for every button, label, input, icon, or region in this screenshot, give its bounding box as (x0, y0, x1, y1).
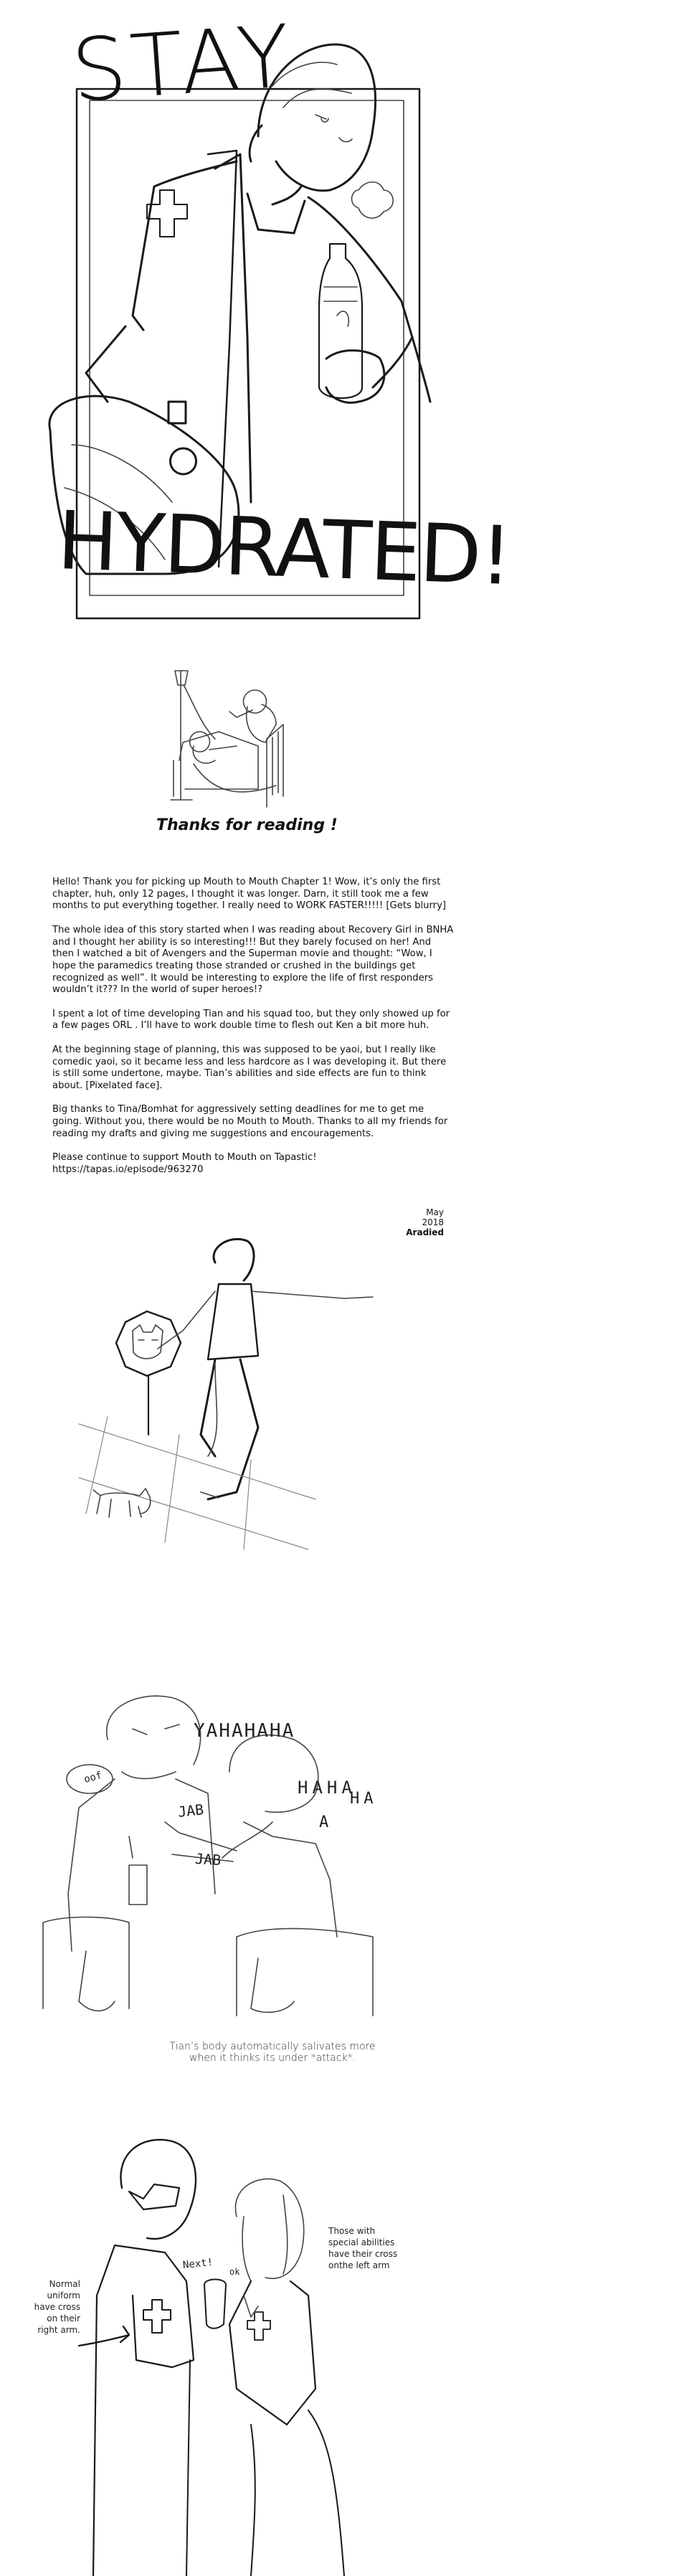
thanks-heading: Thanks for reading ! (156, 816, 338, 834)
jab-caption-line-2: when it thinks its under *attack*. (189, 2052, 356, 2064)
speech-next: Next! (182, 2256, 214, 2272)
poster-title-stay: STAY (68, 6, 298, 122)
note-line: Those with (328, 2226, 376, 2236)
sfx-jab-1: JAB (176, 1801, 205, 1821)
afterword-paragraph: I spent a lot of time developing Tian and his squad too, but they only showed up for a few pages ORL . I’ll have to work double time to flesh out Ken a bit more huh. (52, 1008, 450, 1032)
afterword-paragraph: Hello! Thank you for picking up Mouth to Mouth Chapter 1! Wow, it’s only the first chapter, huh, only 12 pages, I thought it was longer. Darn, it still took me a few months to put everything together. I really need to WORK FASTER!!!!! [Gets blurry] (52, 877, 447, 912)
afterword-paragraph: The whole idea of this story started when I was reading about Recovery Girl in BNHA and I thought her ability is so interesting!!! But they barely focused on her! And then I watched a bit of Avengers and the Superman movie and thought: “Wow, I hope the paramedics treating those stranded or crushed in the buildings get recognized as well”. It would be interesting to explore the life of first responders wouldn’t it??? In the world of super heroes!? (52, 924, 454, 996)
support-line: Please continue to support Mouth to Mouth on Tapastic! (52, 1152, 317, 1164)
note-line: have cross (34, 2302, 80, 2312)
sfx-laugh-2: HAHA (298, 1778, 356, 1798)
sfx-jab-2: JAB (194, 1849, 222, 1869)
sfx-laugh-4: A (319, 1813, 329, 1831)
signature-author: Aradied (406, 1227, 444, 1237)
note-line: uniform (47, 2290, 80, 2301)
note-line: on their (47, 2313, 80, 2323)
note-line: have their cross (328, 2249, 398, 2259)
note-line: special abilities (328, 2237, 395, 2247)
sfx-oof: oof (82, 1769, 103, 1786)
note-line: Normal (49, 2279, 80, 2289)
note-line: onthe left arm (328, 2260, 390, 2270)
signature-date: May 2018 (422, 1207, 444, 1227)
note-normal-uniform (14, 2278, 80, 2336)
poster-title-hydrated: HYDRATED! (55, 494, 513, 603)
tapas-link[interactable]: https://tapas.io/episode/963270 (52, 1164, 204, 1175)
note-special-abilities (328, 2225, 414, 2271)
afterword-paragraph: Big thanks to Tina/Bomhat for aggressively setting deadlines for me to get me going. Without you, there would be no Mouth to Mouth. Thanks to all my friends for reading my drafts and giving me suggestions and encouragements. (52, 1104, 448, 1139)
jab-caption-line-1: Tian’s body automatically salivates more (169, 2041, 376, 2052)
sfx-laugh-1: YAHAHAHA (194, 1720, 295, 1742)
note-line: right arm. (37, 2325, 80, 2335)
sfx-laugh-3: HA (350, 1790, 378, 1808)
afterword-paragraph: At the beginning stage of planning, this was supposed to be yaoi, but I really like comedic yaoi, so it became less and less hardcore as I was developing it. But there is still some undertone, maybe. Tian’s abilities and side effects are fun to think about. [Pixelated face]. (52, 1044, 447, 1091)
speech-ok: ok (229, 2267, 240, 2277)
